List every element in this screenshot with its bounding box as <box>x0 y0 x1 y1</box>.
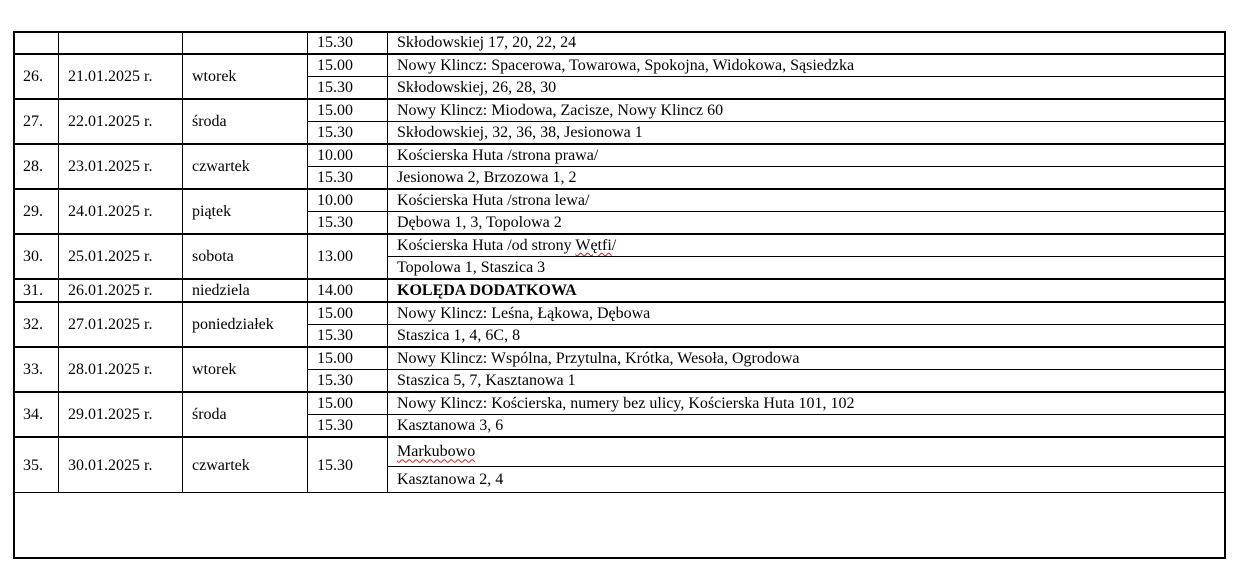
row-number: 30. <box>14 234 59 279</box>
slot-area: Skłodowskiej, 32, 36, 38, Jesionowa 1 <box>388 122 1225 145</box>
row-date: 22.01.2025 r. <box>59 99 183 144</box>
row-number: 28. <box>14 144 59 189</box>
row-number: 35. <box>14 437 59 493</box>
table-row <box>14 32 1225 55</box>
slot-area-extra-visit: KOLĘDA DODATKOWA <box>388 279 1225 302</box>
row-day: środa <box>183 392 308 437</box>
spellcheck-underlined-word: Markubowo <box>397 443 476 461</box>
table-row <box>14 302 1225 325</box>
slot-area: Kasztanowa 3, 6 <box>388 415 1225 438</box>
slot-time: 15.30 <box>308 437 388 493</box>
row-number: 34. <box>14 392 59 437</box>
slot-area: Kasztanowa 2, 4 <box>388 466 1225 492</box>
slot-time: 15.30 <box>308 77 388 100</box>
row-number: 26. <box>14 54 59 99</box>
table-row <box>14 144 1225 167</box>
row-date: 23.01.2025 r. <box>59 144 183 189</box>
row-date <box>59 32 183 55</box>
slot-area: Jesionowa 2, Brzozowa 1, 2 <box>388 167 1225 190</box>
row-date: 21.01.2025 r. <box>59 54 183 99</box>
slot-area <box>388 234 1225 257</box>
row-date: 30.01.2025 r. <box>59 437 183 493</box>
row-date: 25.01.2025 r. <box>59 234 183 279</box>
slot-time: 15.30 <box>308 370 388 393</box>
slot-area: Kościerska Huta /strona lewa/ <box>388 189 1225 212</box>
slot-time: 13.00 <box>308 234 388 279</box>
slot-area-text: / <box>611 237 617 254</box>
row-number: 33. <box>14 347 59 392</box>
row-day: wtorek <box>183 347 308 392</box>
slot-area: Topolowa 1, Staszica 3 <box>388 257 1225 280</box>
slot-time: 15.00 <box>308 99 388 122</box>
slot-time: 15.30 <box>308 122 388 145</box>
slot-area: Kościerska Huta /strona prawa/ <box>388 144 1225 167</box>
slot-area-text: Kościerska Huta /od strony <box>397 237 576 254</box>
row-day: czwartek <box>183 437 308 493</box>
slot-area: Staszica 5, 7, Kasztanowa 1 <box>388 370 1225 393</box>
slot-area: Staszica 1, 4, 6C, 8 <box>388 325 1225 348</box>
spellcheck-underlined-word: Wętfi <box>575 237 612 254</box>
table-row <box>14 54 1225 77</box>
row-day: poniedziałek <box>183 302 308 347</box>
row-date: 24.01.2025 r. <box>59 189 183 234</box>
row-day <box>183 32 308 55</box>
slot-area <box>388 437 1225 466</box>
row-number: 29. <box>14 189 59 234</box>
row-number: 27. <box>14 99 59 144</box>
slot-area: Nowy Klincz: Wspólna, Przytulna, Krótka, Wesoła, Ogrodowa <box>388 347 1225 370</box>
slot-time: 15.00 <box>308 392 388 415</box>
slot-area: Nowy Klincz: Leśna, Łąkowa, Dębowa <box>388 302 1225 325</box>
row-date: 26.01.2025 r. <box>59 279 183 302</box>
slot-area: Dębowa 1, 3, Topolowa 2 <box>388 212 1225 235</box>
row-day: sobota <box>183 234 308 279</box>
slot-area: Skłodowskiej, 26, 28, 30 <box>388 77 1225 100</box>
row-day: wtorek <box>183 54 308 99</box>
table-row <box>14 234 1225 257</box>
table-row <box>14 437 1225 466</box>
slot-area: Nowy Klincz: Spacerowa, Towarowa, Spokojna, Widokowa, Sąsiedzka <box>388 54 1225 77</box>
slot-time: 15.30 <box>308 212 388 235</box>
slot-time: 15.30 <box>308 167 388 190</box>
row-number: 32. <box>14 302 59 347</box>
row-day: niedziela <box>183 279 308 302</box>
slot-time: 14.00 <box>308 279 388 302</box>
table-row <box>14 392 1225 415</box>
slot-time: 15.30 <box>308 415 388 438</box>
slot-time: 10.00 <box>308 144 388 167</box>
slot-time: 10.00 <box>308 189 388 212</box>
row-day: czwartek <box>183 144 308 189</box>
slot-time: 15.00 <box>308 54 388 77</box>
row-number <box>14 32 59 55</box>
row-date: 29.01.2025 r. <box>59 392 183 437</box>
slot-time: 15.30 <box>308 325 388 348</box>
slot-area: Nowy Klincz: Miodowa, Zacisze, Nowy Klincz 60 <box>388 99 1225 122</box>
table-row <box>14 189 1225 212</box>
slot-time: 15.00 <box>308 347 388 370</box>
slot-time: 15.00 <box>308 302 388 325</box>
row-day: piątek <box>183 189 308 234</box>
table-row <box>14 347 1225 370</box>
table-row <box>14 279 1225 302</box>
row-number: 31. <box>14 279 59 302</box>
row-day: środa <box>183 99 308 144</box>
row-date: 27.01.2025 r. <box>59 302 183 347</box>
slot-time: 15.30 <box>308 32 388 55</box>
slot-area: Skłodowskiej 17, 20, 22, 24 <box>388 32 1225 55</box>
slot-area: Nowy Klincz: Kościerska, numery bez ulicy, Kościerska Huta 101, 102 <box>388 392 1225 415</box>
visit-schedule-table <box>13 31 1225 493</box>
table-row <box>14 99 1225 122</box>
row-date: 28.01.2025 r. <box>59 347 183 392</box>
